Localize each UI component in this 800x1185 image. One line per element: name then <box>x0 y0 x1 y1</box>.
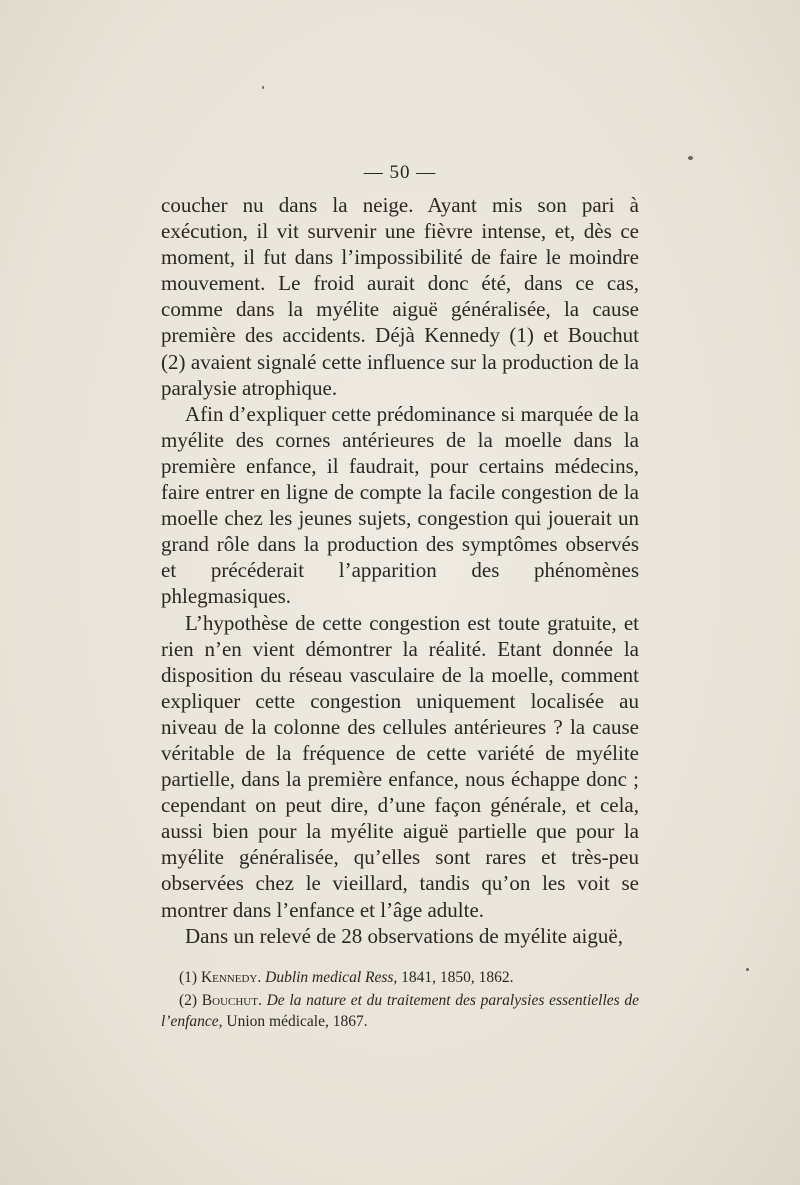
footnote-author: Kennedy. <box>200 969 262 986</box>
paragraph-1: coucher nu dans la neige. Ayant mis son pari à exécution, il vit survenir une fièvre intense, et, dès ce moment, il fut dans l’impossibilité de faire le moindre mouvement. Le froid aurait donc été, dans ce cas, comme dans la myélite aiguë généralisée, la cause première des accidents. Déjà Kennedy (1) et Bouchut (2) avaient signalé cette influence sur la production de la paralysie atrophique. <box>161 193 639 400</box>
body-text <box>161 192 639 949</box>
footnote-rest: Union médicale, 1867. <box>226 1013 368 1030</box>
footnote-marker: (1) <box>179 969 198 986</box>
footnote-title: De la nature et du traitement des paralysies essentielles de l’enfance, <box>161 992 639 1030</box>
paper-speck <box>262 86 264 89</box>
page-number: — 50 — <box>363 162 437 183</box>
footnote-1 <box>161 967 639 988</box>
paragraph-3: L’hypothèse de cette congestion est toute gratuite, et rien n’en vient démontrer la réalité. Etant donnée la disposition du réseau vasculaire de la moelle, comment expliquer cette congestion uniquement localisée au niveau de la colonne des cellules antérieures ? la cause véritable de la fréquence de cette variété de myélite partielle, dans la première enfance, nous échappe donc ; cependant on peut dire, d’une façon générale, et cela, aussi bien pour la myélite aiguë partielle que pour la myélite généralisée, qu’elles sont rares et très-peu observées chez le vieillard, tandis qu’on les voit se montrer dans l’enfance et l’âge adulte. <box>161 610 639 922</box>
paper-speck <box>746 968 749 971</box>
paragraph-2: Afin d’expliquer cette prédominance si marquée de la myélite des cornes antérieures de la moelle dans la première enfance, il faudrait, pour certains médecins, faire entrer en ligne de compte la facile congestion de la moelle chez les jeunes sujets, congestion qui jouerait un grand rôle dans la production des symptômes observés et précéderait l’apparition des phénomènes phlegmasiques. <box>161 401 639 609</box>
paper-speck <box>688 156 693 160</box>
footnote-rest: 1841, 1850, 1862. <box>401 969 514 986</box>
paragraph-4: Dans un relevé de 28 observations de myélite aiguë, <box>185 923 623 948</box>
footnotes <box>161 967 639 1034</box>
footnote-author: Bouchut. <box>201 992 262 1009</box>
footnote-2 <box>161 990 639 1032</box>
footnote-title: Dublin medical Ress, <box>265 969 398 986</box>
footnote-marker: (2) <box>179 992 198 1009</box>
